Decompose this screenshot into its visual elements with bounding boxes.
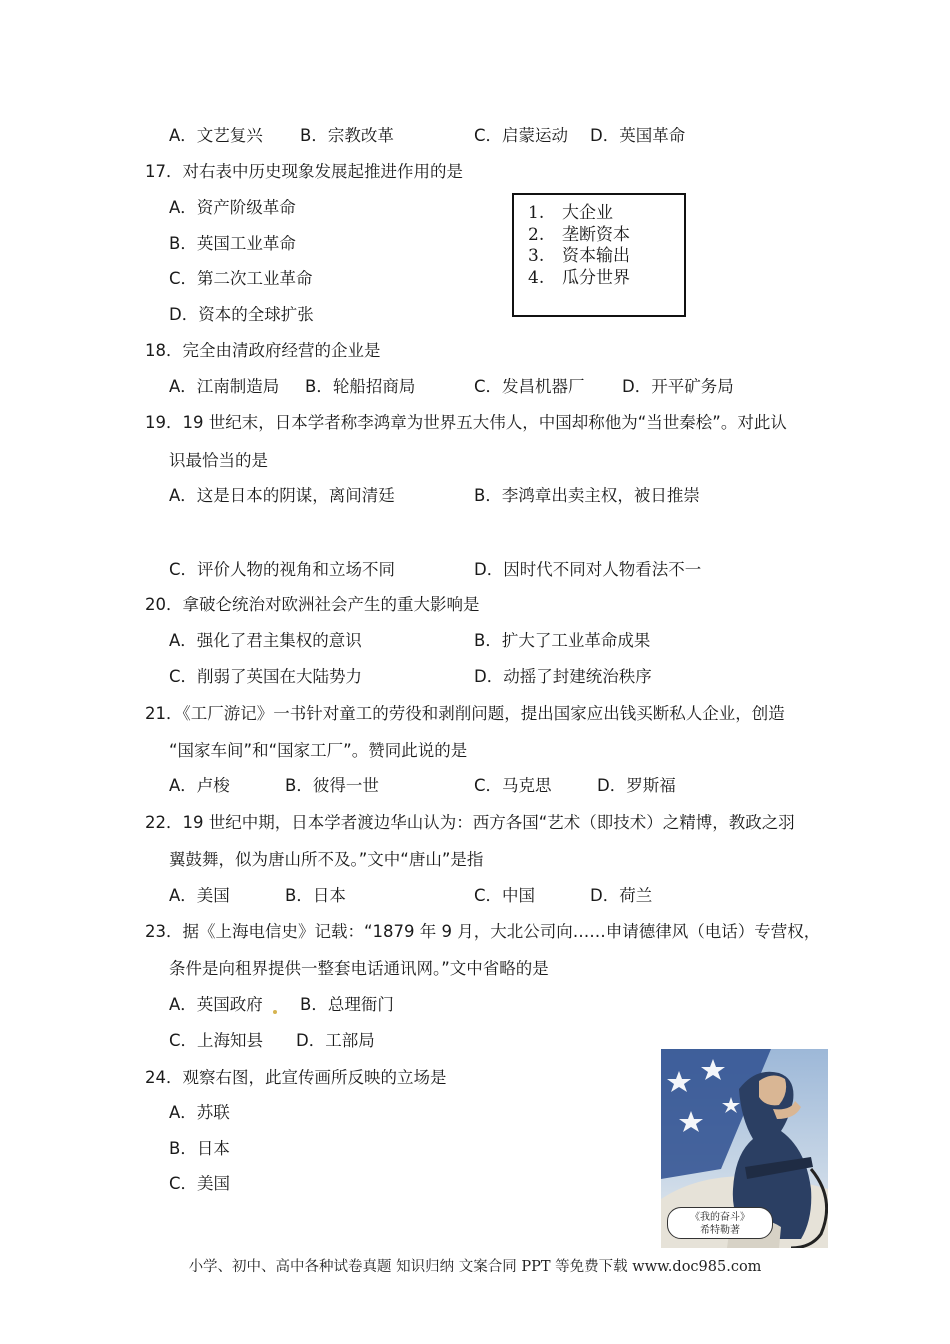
q19-option-c: C．评价人物的视角和立场不同 xyxy=(169,560,396,579)
q18-option-b: B．轮船招商局 xyxy=(305,377,416,396)
q17-table-item xyxy=(528,203,684,225)
q17-option-b: B．英国工业革命 xyxy=(169,234,296,253)
q17-stem: 17．对右表中历史现象发展起推进作用的是 xyxy=(145,162,463,181)
poster-book-caption xyxy=(667,1207,773,1239)
q19-option-d: D．因时代不同对人物看法不一 xyxy=(474,560,702,579)
q17-table-num: 1. xyxy=(528,203,545,223)
q17-table-text: 资本输出 xyxy=(562,246,630,266)
q21-stem-line2: “国家车间”和“国家工厂”。赞同此说的是 xyxy=(169,741,468,760)
q17-option-d: D．资本的全球扩张 xyxy=(169,305,314,324)
q22-option-d: D．荷兰 xyxy=(590,886,653,905)
q24-option-a: A．苏联 xyxy=(169,1103,230,1122)
q16-option-a: A．文艺复兴 xyxy=(169,126,263,145)
q22-option-a: A．美国 xyxy=(169,886,230,905)
q18-option-d: D．开平矿务局 xyxy=(622,377,734,396)
q17-table-box xyxy=(512,193,686,317)
q17-table-item xyxy=(528,246,684,268)
q19-option-a: A．这是日本的阴谋，离间清廷 xyxy=(169,486,395,505)
q19-stem-line1: 19．19 世纪末，日本学者称李鸿章为世界五大伟人，中国却称他为“当世秦桧”。对此认 xyxy=(145,413,787,432)
q16-option-b: B．宗教改革 xyxy=(300,126,394,145)
q17-table-item xyxy=(528,225,684,247)
q21-stem-line1: 21．《工厂游记》一书针对童工的劳役和剥削问题，提出国家应出钱买断私人企业，创造 xyxy=(145,704,785,723)
q23-option-c: C．上海知县 xyxy=(169,1031,264,1050)
q21-option-d: D．罗斯福 xyxy=(597,776,676,795)
q16-option-d: D．英国革命 xyxy=(590,126,686,145)
q18-option-a: A．江南制造局 xyxy=(169,377,280,396)
q23-stem-line1: 23．据《上海电信史》记载：“1879 年 9 月，大北公司向……申请德律风（电话）专营权， xyxy=(145,922,821,941)
q18-stem: 18．完全由清政府经营的企业是 xyxy=(145,341,381,360)
q20-option-b: B．扩大了工业革命成果 xyxy=(474,631,651,650)
q22-option-c: C．中国 xyxy=(474,886,536,905)
q24-option-b: B．日本 xyxy=(169,1139,230,1158)
poster-caption-author: 希特勒著 xyxy=(700,1225,740,1236)
q20-option-c: C．削弱了英国在大陆势力 xyxy=(169,667,363,686)
q24-option-c: C．美国 xyxy=(169,1174,231,1193)
q22-stem-line2: 翼鼓舞，似为唐山所不及。”文中“唐山”是指 xyxy=(169,850,484,869)
q19-option-b: B．李鸿章出卖主权，被日推崇 xyxy=(474,486,700,505)
page-footer: 小学、初中、高中各种试卷真题 知识归纳 文案合同 PPT 等免费下载 www.doc985.com xyxy=(188,1259,762,1275)
stray-mark-dot xyxy=(273,1010,277,1014)
q20-option-a: A．强化了君主集权的意识 xyxy=(169,631,362,650)
q21-option-b: B．彼得一世 xyxy=(285,776,379,795)
q17-table-num: 2. xyxy=(528,224,545,245)
q20-option-d: D．动摇了封建统治秩序 xyxy=(474,667,652,686)
q17-table-text: 垄断资本 xyxy=(562,224,630,245)
q21-option-a: A．卢梭 xyxy=(169,776,230,795)
q22-stem-line1: 22．19 世纪中期，日本学者渡边华山认为：西方各国“艺术（即技术）之精博，教政之羽 xyxy=(145,813,795,832)
q24-stem: 24．观察右图，此宣传画所反映的立场是 xyxy=(145,1068,447,1087)
q20-stem: 20．拿破仑统治对欧洲社会产生的重大影响是 xyxy=(145,595,480,614)
q17-table-num: 3. xyxy=(528,246,545,266)
q21-option-c: C．马克思 xyxy=(474,776,552,795)
q17-table-item xyxy=(528,268,684,290)
q17-table-text: 瓜分世界 xyxy=(562,267,630,288)
q23-option-b: B．总理衙门 xyxy=(300,995,394,1014)
q17-option-c: C．第二次工业革命 xyxy=(169,269,313,288)
q18-option-c: C．发昌机器厂 xyxy=(474,377,585,396)
q23-option-d: D．工部局 xyxy=(296,1031,375,1050)
q17-option-a: A．资产阶级革命 xyxy=(169,198,296,217)
q23-option-a: A．英国政府 xyxy=(169,995,263,1014)
propaganda-poster-image xyxy=(661,1049,828,1248)
q16-option-c: C．启蒙运动 xyxy=(474,126,569,145)
q17-table-num: 4. xyxy=(528,267,545,288)
q17-table-text: 大企业 xyxy=(562,203,613,223)
poster-caption-title: 《我的奋斗》 xyxy=(690,1212,750,1223)
q23-stem-line2: 条件是向租界提供一整套电话通讯网。”文中省略的是 xyxy=(169,959,549,978)
q19-stem-line2: 识最恰当的是 xyxy=(169,451,268,470)
q22-option-b: B．日本 xyxy=(285,886,346,905)
